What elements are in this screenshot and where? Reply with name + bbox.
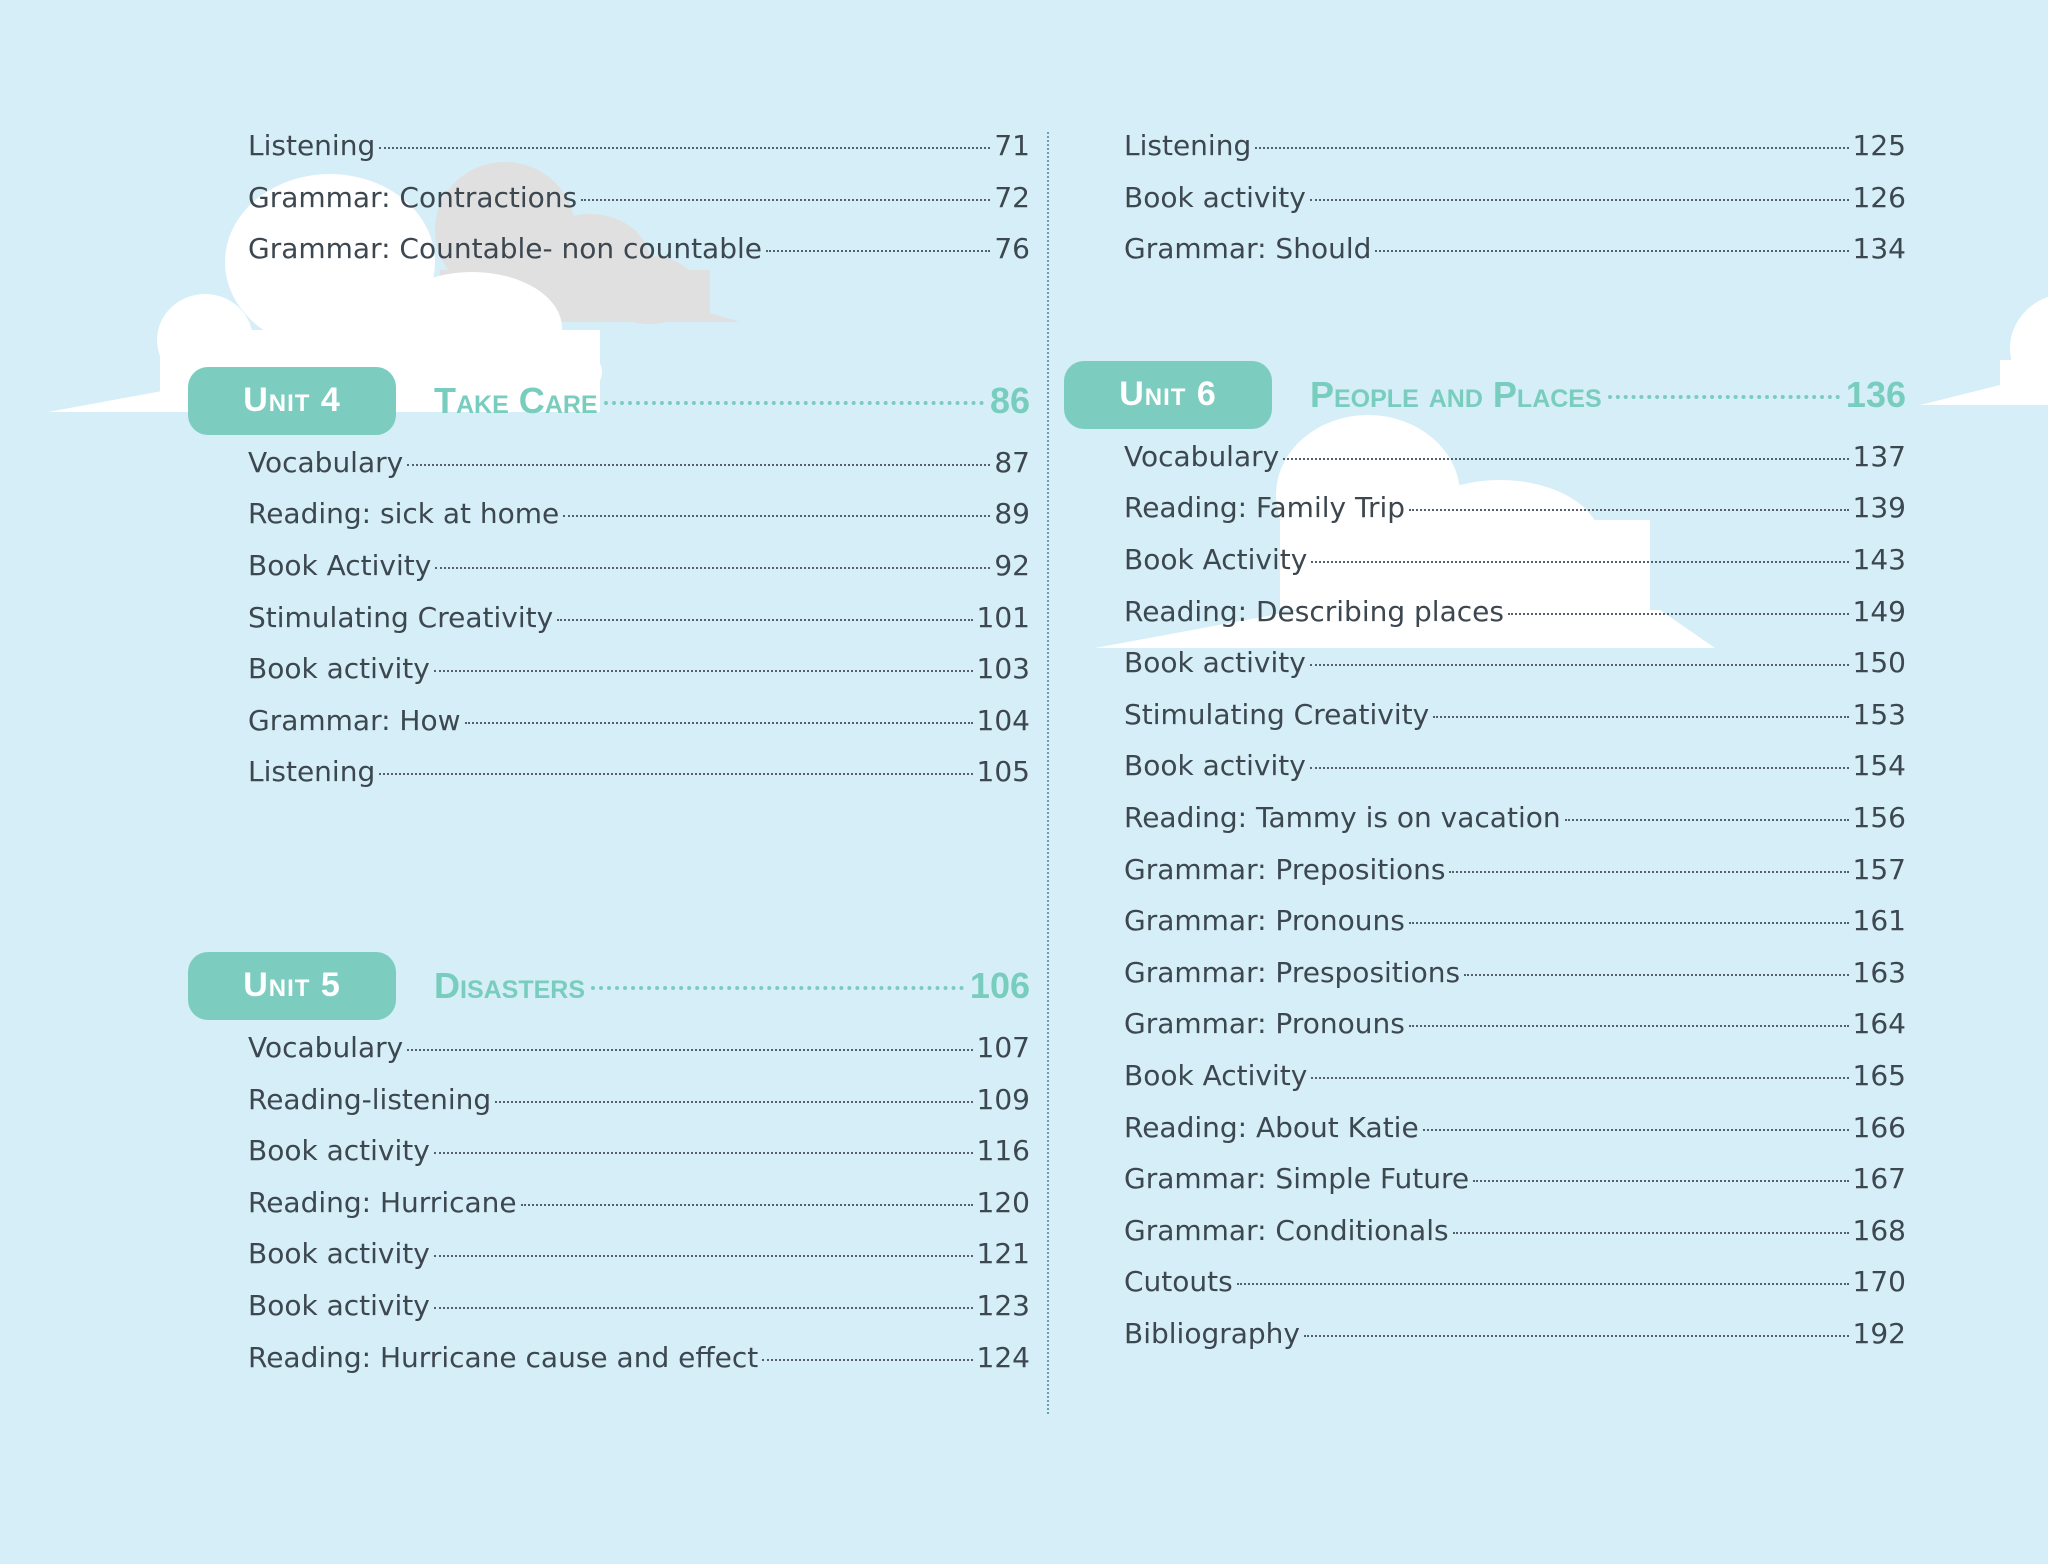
entry-page: 87 [994, 445, 1030, 479]
toc-entry[interactable] [1124, 792, 1906, 844]
entry-label: Book activity [1124, 180, 1306, 214]
entry-page: 89 [994, 497, 1030, 531]
dot-leader [591, 986, 964, 990]
entry-label: Grammar: Prespositions [1124, 955, 1461, 989]
entry-page: 161 [1852, 904, 1906, 938]
unit-4-heading[interactable] [188, 367, 1030, 435]
entry-page: 156 [1852, 800, 1906, 834]
entry-page: 76 [994, 232, 1030, 266]
dot-leader [434, 1307, 973, 1309]
entry-page: 167 [1852, 1162, 1906, 1196]
dot-leader [1473, 1180, 1848, 1182]
toc-entry[interactable] [248, 746, 1030, 798]
entry-label: Listening [248, 129, 376, 162]
entry-label: Grammar: Countable- non countable [248, 232, 762, 266]
entry-page: 121 [976, 1237, 1030, 1271]
unit-5-heading[interactable] [188, 952, 1030, 1020]
toc-entry[interactable] [248, 1228, 1030, 1280]
toc-entry[interactable] [248, 223, 1030, 275]
unit-title: People and Places [1310, 373, 1602, 415]
toc-entry[interactable] [1124, 947, 1906, 999]
entry-page: 107 [976, 1030, 1030, 1064]
entry-page: 134 [1852, 232, 1906, 266]
entry-page: 164 [1852, 1007, 1906, 1041]
entry-page: 126 [1852, 180, 1906, 214]
dot-leader [465, 722, 973, 724]
toc-entry[interactable] [248, 1332, 1030, 1384]
entry-page: 157 [1852, 852, 1906, 886]
unit-badge: Unit 4 [188, 367, 396, 435]
right-column [1064, 120, 1906, 1359]
entry-label: Book activity [248, 652, 430, 686]
dot-leader [434, 670, 973, 672]
entry-page: 168 [1852, 1213, 1906, 1247]
toc-entry[interactable] [248, 1022, 1030, 1074]
entry-label: Grammar: How [248, 703, 461, 737]
dot-leader [1464, 974, 1849, 976]
dot-leader [604, 401, 984, 405]
entry-label: Listening [1124, 129, 1252, 162]
left-column [188, 120, 1030, 1383]
entry-label: Reading: sick at home [248, 497, 560, 531]
entry-label: Grammar: Should [1124, 232, 1372, 266]
unit-page: 86 [989, 379, 1030, 421]
dot-leader [1423, 1129, 1849, 1131]
toc-entry[interactable] [248, 1125, 1030, 1177]
entry-page: 72 [994, 180, 1030, 214]
dot-leader [1608, 395, 1840, 399]
toc-entry[interactable] [1124, 223, 1906, 275]
unit-6-heading[interactable] [1064, 361, 1906, 429]
column-divider [1047, 132, 1049, 1414]
unit-title: Disasters [434, 964, 586, 1006]
dot-leader [434, 1152, 973, 1154]
dot-leader [1283, 458, 1848, 460]
dot-leader [1311, 1077, 1848, 1079]
unit-title-row [434, 380, 1030, 422]
entry-label: Listening [248, 755, 376, 789]
entry-page: 71 [994, 129, 1030, 162]
toc-entry[interactable] [1124, 1256, 1906, 1308]
dot-leader [1311, 561, 1848, 563]
entry-label: Book Activity [1124, 1058, 1308, 1092]
dot-leader [434, 1255, 973, 1257]
toc-entry[interactable] [1124, 120, 1906, 172]
entry-label: Grammar: Pronouns [1124, 904, 1405, 938]
entry-label: Cutouts [1124, 1265, 1233, 1299]
white-cloud-right [1920, 293, 2048, 405]
dot-leader [1565, 819, 1849, 821]
toc-entry[interactable] [1124, 482, 1906, 534]
toc-entry[interactable] [1124, 1050, 1906, 1102]
entry-page: 165 [1852, 1058, 1906, 1092]
entry-page: 166 [1852, 1110, 1906, 1144]
dot-leader [379, 773, 972, 775]
toc-entry[interactable] [248, 120, 1030, 172]
toc-entry[interactable] [1124, 586, 1906, 638]
entry-page: 150 [1852, 646, 1906, 680]
toc-entry[interactable] [1124, 637, 1906, 689]
entry-label: Book activity [248, 1288, 430, 1322]
entry-page: 192 [1852, 1316, 1906, 1350]
entry-label: Reading: Describing places [1124, 594, 1504, 628]
toc-entry[interactable] [1124, 1308, 1906, 1360]
entry-page: 116 [976, 1134, 1030, 1168]
entry-label: Grammar: Contractions [248, 180, 578, 214]
dot-leader [435, 567, 990, 569]
entry-page: 124 [976, 1340, 1030, 1374]
dot-leader [1304, 1335, 1849, 1337]
entry-page: 101 [976, 600, 1030, 634]
toc-entry[interactable] [248, 695, 1030, 747]
entry-page: 123 [976, 1288, 1030, 1322]
entry-label: Grammar: Simple Future [1124, 1162, 1470, 1196]
entry-page: 163 [1852, 955, 1906, 989]
toc-entry[interactable] [248, 643, 1030, 695]
dot-leader [407, 1049, 972, 1051]
toc-entry[interactable] [1124, 1102, 1906, 1154]
entry-label: Stimulating Creativity [1124, 697, 1430, 731]
entry-label: Vocabulary [248, 1030, 404, 1064]
entry-page: 125 [1852, 129, 1906, 162]
toc-entry[interactable] [1124, 895, 1906, 947]
dot-leader [1508, 613, 1849, 615]
toc-entry[interactable] [1124, 998, 1906, 1050]
dot-leader [379, 147, 990, 149]
entry-label: Reading: About Katie [1124, 1110, 1419, 1144]
entry-label: Grammar: Pronouns [1124, 1007, 1405, 1041]
toc-entry[interactable] [248, 1280, 1030, 1332]
entry-label: Reading: Hurricane [248, 1185, 517, 1219]
entry-label: Book activity [1124, 646, 1306, 680]
entry-page: 92 [994, 548, 1030, 582]
unit-title: Take Care [434, 379, 598, 421]
continued-entries-left [188, 120, 1030, 275]
dot-leader [1433, 716, 1848, 718]
unit-page: 106 [969, 964, 1030, 1006]
continued-entries-right [1064, 120, 1906, 275]
dot-leader [766, 250, 990, 252]
toc-entry[interactable] [1124, 1153, 1906, 1205]
toc-entry[interactable] [1124, 172, 1906, 224]
unit-badge: Unit 6 [1064, 361, 1272, 429]
entry-label: Book activity [248, 1134, 430, 1168]
toc-entry[interactable] [1124, 740, 1906, 792]
toc-entry[interactable] [1124, 431, 1906, 483]
entry-label: Stimulating Creativity [248, 600, 554, 634]
entry-label: Vocabulary [248, 445, 404, 479]
toc-entry[interactable] [1124, 689, 1906, 741]
toc-entry[interactable] [248, 1177, 1030, 1229]
entry-label: Reading-listening [248, 1082, 492, 1116]
entry-label: Book Activity [1124, 542, 1308, 576]
dot-leader [1453, 1232, 1849, 1234]
toc-entry[interactable] [248, 488, 1030, 540]
entry-page: 149 [1852, 594, 1906, 628]
unit-page: 136 [1845, 373, 1906, 415]
entry-label: Book Activity [248, 548, 432, 582]
entry-page: 120 [976, 1185, 1030, 1219]
toc-entry[interactable] [248, 172, 1030, 224]
toc-entry[interactable] [248, 437, 1030, 489]
toc-entry[interactable] [1124, 1205, 1906, 1257]
unit-title-row [1310, 374, 1906, 416]
entry-page: 137 [1852, 439, 1906, 473]
unit-title-row [434, 965, 1030, 1007]
toc-entry[interactable] [248, 540, 1030, 592]
dot-leader [1310, 767, 1849, 769]
dot-leader [581, 199, 990, 201]
toc-entry[interactable] [248, 1074, 1030, 1126]
entry-label: Book activity [248, 1237, 430, 1271]
entry-page: 103 [976, 652, 1030, 686]
entry-label: Grammar: Conditionals [1124, 1213, 1449, 1247]
entry-label: Reading: Hurricane cause and effect [248, 1340, 759, 1374]
entry-label: Bibliography [1124, 1316, 1300, 1350]
entry-label: Book activity [1124, 749, 1306, 783]
dot-leader [1409, 509, 1849, 511]
dot-leader [1449, 871, 1848, 873]
dot-leader [495, 1101, 972, 1103]
entry-page: 143 [1852, 542, 1906, 576]
toc-entry[interactable] [1124, 534, 1906, 586]
unit-4-entries [188, 437, 1030, 798]
entry-page: 105 [976, 755, 1030, 789]
entry-page: 104 [976, 703, 1030, 737]
dot-leader [1409, 922, 1849, 924]
dot-leader [557, 619, 972, 621]
entry-page: 139 [1852, 491, 1906, 525]
entry-page: 154 [1852, 749, 1906, 783]
dot-leader [1375, 250, 1848, 252]
entry-page: 170 [1852, 1265, 1906, 1299]
entry-label: Reading: Tammy is on vacation [1124, 800, 1561, 834]
dot-leader [407, 464, 990, 466]
dot-leader [521, 1204, 973, 1206]
dot-leader [1255, 147, 1848, 149]
toc-entry[interactable] [248, 592, 1030, 644]
dot-leader [1310, 199, 1849, 201]
entry-label: Grammar: Prepositions [1124, 852, 1446, 886]
entry-label: Reading: Family Trip [1124, 491, 1406, 525]
entry-label: Vocabulary [1124, 439, 1280, 473]
dot-leader [1409, 1025, 1849, 1027]
unit-6-entries [1064, 431, 1906, 1360]
entry-page: 109 [976, 1082, 1030, 1116]
dot-leader [563, 515, 990, 517]
entry-page: 153 [1852, 697, 1906, 731]
dot-leader [762, 1359, 972, 1361]
unit-5-entries [188, 1022, 1030, 1383]
dot-leader [1310, 664, 1849, 666]
toc-entry[interactable] [1124, 844, 1906, 896]
dot-leader [1237, 1283, 1849, 1285]
unit-badge: Unit 5 [188, 952, 396, 1020]
